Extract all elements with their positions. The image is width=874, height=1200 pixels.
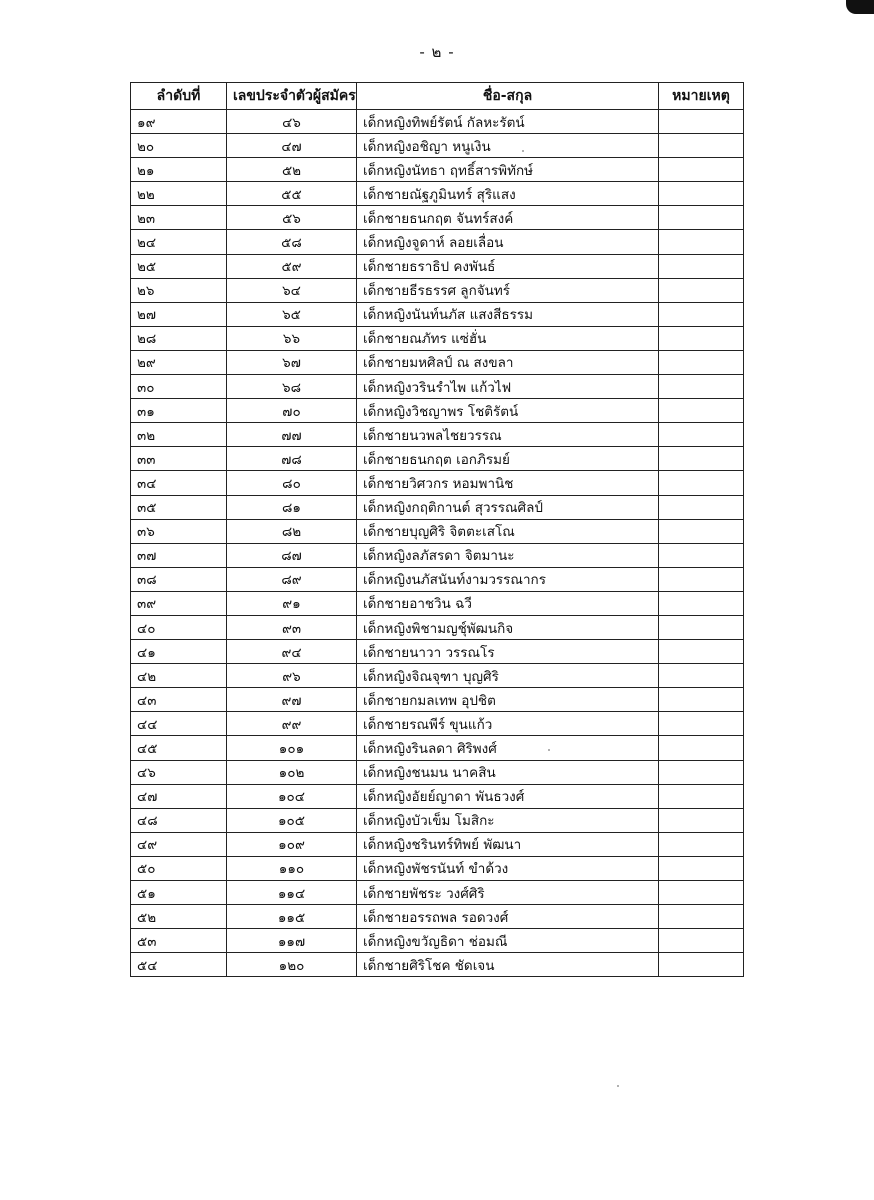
cell-name: เด็กชายอาชวิน ฉวี	[357, 591, 659, 615]
cell-applicant-no: ๘๑	[227, 495, 357, 519]
cell-remark	[659, 495, 744, 519]
table-row	[131, 350, 744, 374]
cell-remark	[659, 471, 744, 495]
cell-name: เด็กหญิงนภัสนันท์งามวรรณากร	[357, 567, 659, 591]
table-row	[131, 905, 744, 929]
cell-applicant-no: ๔๖	[227, 110, 357, 134]
table-row	[131, 953, 744, 977]
table-row	[131, 760, 744, 784]
cell-order: ๒๗	[131, 302, 227, 326]
cell-remark	[659, 350, 744, 374]
cell-remark	[659, 399, 744, 423]
table-row	[131, 881, 744, 905]
cell-applicant-no: ๕๒	[227, 158, 357, 182]
cell-applicant-no: ๘๗	[227, 543, 357, 567]
cell-name: เด็กชายกมลเทพ อุปชิต	[357, 688, 659, 712]
cell-order: ๕๔	[131, 953, 227, 977]
cell-order: ๔๓	[131, 688, 227, 712]
cell-name: เด็กหญิงกฤติกานต์ สุวรรณศิลป์	[357, 495, 659, 519]
table-row	[131, 423, 744, 447]
table-header-row	[131, 83, 744, 110]
table-row	[131, 471, 744, 495]
cell-applicant-no: ๘๐	[227, 471, 357, 495]
table-row	[131, 375, 744, 399]
cell-name: เด็กชายธนกฤต จันทร์สงค์	[357, 206, 659, 230]
cell-name: เด็กชายนาวา วรรณโร	[357, 640, 659, 664]
table-row	[131, 230, 744, 254]
cell-remark	[659, 158, 744, 182]
cell-applicant-no: ๕๕	[227, 182, 357, 206]
cell-applicant-no: ๗๘	[227, 447, 357, 471]
header-name: ชื่อ-สกุล	[357, 83, 659, 110]
cell-order: ๓๓	[131, 447, 227, 471]
cell-name: เด็กชายนวพลไชยวรรณ	[357, 423, 659, 447]
cell-order: ๔๘	[131, 808, 227, 832]
cell-remark	[659, 784, 744, 808]
cell-remark	[659, 712, 744, 736]
cell-order: ๓๕	[131, 495, 227, 519]
cell-name: เด็กหญิงบัวเข็ม โมสิกะ	[357, 808, 659, 832]
cell-remark	[659, 206, 744, 230]
table-row	[131, 326, 744, 350]
table-row	[131, 808, 744, 832]
cell-applicant-no: ๘๒	[227, 519, 357, 543]
scan-corner-mark	[846, 0, 874, 14]
cell-order: ๒๔	[131, 230, 227, 254]
cell-name: เด็กหญิงจิณจุฑา บุญศิริ	[357, 664, 659, 688]
cell-remark	[659, 736, 744, 760]
cell-name: เด็กชายธราธิป คงพันธ์	[357, 254, 659, 278]
cell-order: ๓๔	[131, 471, 227, 495]
cell-applicant-no: ๖๗	[227, 350, 357, 374]
table-row	[131, 206, 744, 230]
cell-applicant-no: ๖๕	[227, 302, 357, 326]
table-row	[131, 447, 744, 471]
cell-order: ๒๘	[131, 326, 227, 350]
table-row	[131, 110, 744, 134]
cell-name: เด็กหญิงชรินทร์ทิพย์ พัฒนา	[357, 832, 659, 856]
header-remark: หมายเหตุ	[659, 83, 744, 110]
header-applicant-no: เลขประจำตัวผู้สมัคร	[227, 83, 357, 110]
scan-speck	[522, 150, 524, 152]
cell-remark	[659, 832, 744, 856]
cell-order: ๓๐	[131, 375, 227, 399]
table-row	[131, 399, 744, 423]
cell-name: เด็กชายมหศิลป์ ณ สงขลา	[357, 350, 659, 374]
cell-applicant-no: ๑๑๗	[227, 929, 357, 953]
table-row	[131, 688, 744, 712]
cell-applicant-no: ๑๐๙	[227, 832, 357, 856]
cell-applicant-no: ๙๗	[227, 688, 357, 712]
cell-name: เด็กชายอรรถพล รอดวงศ์	[357, 905, 659, 929]
cell-name: เด็กหญิงอัยย์ญาดา พันธวงศ์	[357, 784, 659, 808]
cell-name: เด็กหญิงวรินรำไพ แก้วไฟ	[357, 375, 659, 399]
table-row	[131, 278, 744, 302]
cell-name: เด็กชายรณพีร์ ขุนแก้ว	[357, 712, 659, 736]
cell-order: ๒๓	[131, 206, 227, 230]
cell-applicant-no: ๙๑	[227, 591, 357, 615]
table-row	[131, 543, 744, 567]
cell-order: ๔๒	[131, 664, 227, 688]
cell-applicant-no: ๘๙	[227, 567, 357, 591]
cell-order: ๔๑	[131, 640, 227, 664]
cell-name: เด็กหญิงจูดาห์ ลอยเลื่อน	[357, 230, 659, 254]
cell-remark	[659, 856, 744, 880]
cell-name: เด็กชายณภัทร แซ่ฮั่น	[357, 326, 659, 350]
cell-order: ๑๙	[131, 110, 227, 134]
table-body	[131, 110, 744, 977]
cell-order: ๔๐	[131, 615, 227, 639]
cell-applicant-no: ๑๐๑	[227, 736, 357, 760]
cell-order: ๕๓	[131, 929, 227, 953]
cell-order: ๒๖	[131, 278, 227, 302]
cell-order: ๒๒	[131, 182, 227, 206]
table-row	[131, 567, 744, 591]
scan-speck	[548, 749, 550, 751]
cell-order: ๕๐	[131, 856, 227, 880]
cell-applicant-no: ๙๔	[227, 640, 357, 664]
cell-applicant-no: ๖๖	[227, 326, 357, 350]
cell-order: ๒๙	[131, 350, 227, 374]
cell-name: เด็กหญิงลภัสรดา จิตมานะ	[357, 543, 659, 567]
table-row	[131, 929, 744, 953]
cell-remark	[659, 254, 744, 278]
cell-order: ๓๑	[131, 399, 227, 423]
cell-remark	[659, 230, 744, 254]
cell-remark	[659, 929, 744, 953]
table-row	[131, 158, 744, 182]
cell-applicant-no: ๕๙	[227, 254, 357, 278]
cell-remark	[659, 567, 744, 591]
cell-remark	[659, 134, 744, 158]
cell-remark	[659, 447, 744, 471]
cell-remark	[659, 182, 744, 206]
scan-speck	[617, 1085, 619, 1087]
cell-name: เด็กชายธีรธรรศ ลูกจันทร์	[357, 278, 659, 302]
cell-name: เด็กชายธนกฤต เอกภิรมย์	[357, 447, 659, 471]
table-row	[131, 615, 744, 639]
table-row	[131, 832, 744, 856]
table-row	[131, 736, 744, 760]
cell-name: เด็กหญิงนัทธา ฤทธิ์สารพิทักษ์	[357, 158, 659, 182]
cell-order: ๒๕	[131, 254, 227, 278]
cell-name: เด็กหญิงชนมน นาคสิน	[357, 760, 659, 784]
cell-remark	[659, 640, 744, 664]
table-row	[131, 640, 744, 664]
cell-name: เด็กชายพัชระ วงศ์ศิริ	[357, 881, 659, 905]
table-row	[131, 519, 744, 543]
cell-remark	[659, 423, 744, 447]
cell-order: ๒๐	[131, 134, 227, 158]
cell-name: เด็กหญิงวิชญาพร โชติรัตน์	[357, 399, 659, 423]
cell-order: ๔๙	[131, 832, 227, 856]
cell-order: ๔๗	[131, 784, 227, 808]
table-row	[131, 856, 744, 880]
cell-remark	[659, 905, 744, 929]
cell-order: ๓๒	[131, 423, 227, 447]
cell-remark	[659, 760, 744, 784]
cell-order: ๔๕	[131, 736, 227, 760]
cell-remark	[659, 519, 744, 543]
cell-order: ๔๖	[131, 760, 227, 784]
cell-name: เด็กชายณัฐภูมินทร์ สุริแสง	[357, 182, 659, 206]
cell-name: เด็กหญิงพิชามญชุ์พัฒนกิจ	[357, 615, 659, 639]
table-row	[131, 495, 744, 519]
cell-applicant-no: ๖๘	[227, 375, 357, 399]
table-row	[131, 134, 744, 158]
cell-remark	[659, 953, 744, 977]
cell-remark	[659, 110, 744, 134]
cell-remark	[659, 881, 744, 905]
table-row	[131, 591, 744, 615]
cell-remark	[659, 808, 744, 832]
table-row	[131, 302, 744, 326]
cell-remark	[659, 543, 744, 567]
cell-order: ๓๙	[131, 591, 227, 615]
cell-order: ๔๔	[131, 712, 227, 736]
cell-applicant-no: ๑๑๔	[227, 881, 357, 905]
cell-applicant-no: ๙๙	[227, 712, 357, 736]
cell-order: ๓๗	[131, 543, 227, 567]
cell-name: เด็กชายบุญศิริ จิตตะเสโณ	[357, 519, 659, 543]
cell-order: ๕๑	[131, 881, 227, 905]
cell-applicant-no: ๑๒๐	[227, 953, 357, 977]
cell-applicant-no: ๕๖	[227, 206, 357, 230]
table-row	[131, 784, 744, 808]
cell-remark	[659, 326, 744, 350]
header-order: ลำดับที่	[131, 83, 227, 110]
cell-applicant-no: ๖๔	[227, 278, 357, 302]
cell-order: ๒๑	[131, 158, 227, 182]
cell-order: ๓๘	[131, 567, 227, 591]
cell-applicant-no: ๔๗	[227, 134, 357, 158]
table-row	[131, 254, 744, 278]
cell-applicant-no: ๙๖	[227, 664, 357, 688]
cell-remark	[659, 278, 744, 302]
cell-name: เด็กชายศิริโชค ชัดเจน	[357, 953, 659, 977]
cell-remark	[659, 302, 744, 326]
cell-order: ๕๒	[131, 905, 227, 929]
cell-applicant-no: ๑๐๕	[227, 808, 357, 832]
cell-name: เด็กชายวิศวกร หอมพานิช	[357, 471, 659, 495]
cell-name: เด็กหญิงนันท์นภัส แสงสีธรรม	[357, 302, 659, 326]
cell-applicant-no: ๑๐๔	[227, 784, 357, 808]
cell-applicant-no: ๗๗	[227, 423, 357, 447]
page-number: - ๒ -	[419, 43, 455, 61]
cell-remark	[659, 591, 744, 615]
cell-name: เด็กหญิงพัชรนันท์ ขำด้วง	[357, 856, 659, 880]
cell-name: เด็กหญิงทิพย์รัตน์ กัลหะรัตน์	[357, 110, 659, 134]
cell-remark	[659, 375, 744, 399]
cell-applicant-no: ๙๓	[227, 615, 357, 639]
cell-applicant-no: ๑๑๐	[227, 856, 357, 880]
table-row	[131, 182, 744, 206]
cell-applicant-no: ๑๐๒	[227, 760, 357, 784]
cell-remark	[659, 688, 744, 712]
cell-remark	[659, 615, 744, 639]
cell-name: เด็กหญิงรินลดา ศิริพงศ์	[357, 736, 659, 760]
table-row	[131, 712, 744, 736]
cell-applicant-no: ๑๑๕	[227, 905, 357, 929]
cell-order: ๓๖	[131, 519, 227, 543]
table-row	[131, 664, 744, 688]
cell-applicant-no: ๕๘	[227, 230, 357, 254]
cell-remark	[659, 664, 744, 688]
cell-name: เด็กหญิงอชิญา หนูเงิน	[357, 134, 659, 158]
cell-applicant-no: ๗๐	[227, 399, 357, 423]
cell-name: เด็กหญิงขวัญธิดา ช่อมณี	[357, 929, 659, 953]
applicant-table	[130, 82, 744, 977]
